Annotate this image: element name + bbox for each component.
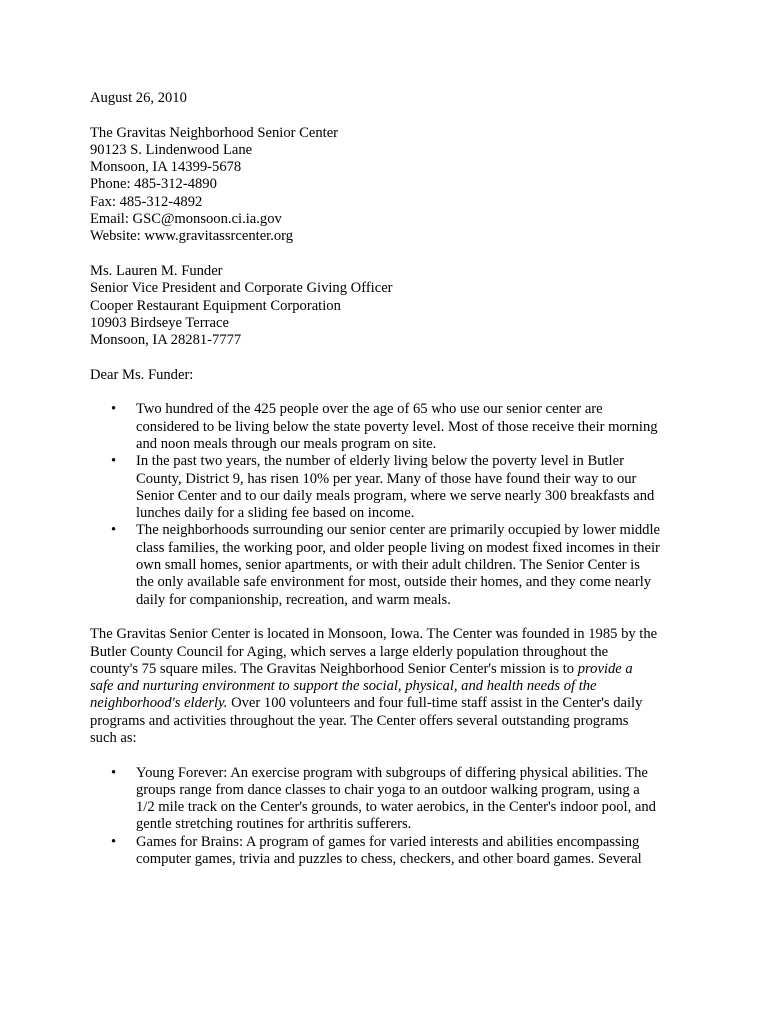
list-item-line: computer games, trivia and puzzles to chess, checkers, and other board games. Several: [136, 851, 642, 868]
letter-date: August 26, 2010: [90, 90, 187, 106]
paragraph-line: [90, 695, 690, 712]
list-item-line: County, District 9, has risen 10% per year. Many of those have found their way to our: [136, 470, 637, 487]
paragraph-line: [90, 678, 690, 695]
sender-website: Website: www.gravitassrcenter.org: [90, 228, 294, 245]
list-item-line: 1/2 mile track on the Center's grounds, to water aerobics, in the Center's indoor pool, and: [136, 799, 656, 816]
list-item: [90, 765, 690, 834]
recipient-block: [90, 263, 690, 349]
recipient-company: Cooper Restaurant Equipment Corporation: [90, 297, 341, 314]
sender-fax: Fax: 485-312-4892: [90, 193, 203, 210]
list-item-line: class families, the working poor, and older people living on modest fixed incomes in their: [136, 539, 660, 556]
list-item-line: Two hundred of the 425 people over the age of 65 who use our senior center are: [136, 401, 603, 418]
paragraph-line: The Gravitas Senior Center is located in Monsoon, Iowa. The Center was founded in 1985 by the: [90, 626, 658, 643]
list-item: [90, 834, 690, 869]
list-item: [90, 401, 690, 453]
paragraph-text: Over 100 volunteers and four full-time staff assist in the Center's daily: [227, 695, 643, 712]
mission-text: provide a: [577, 660, 633, 677]
sender-city: Monsoon, IA 14399-5678: [90, 159, 242, 176]
list-item-line: The neighborhoods surrounding our senior center are primarily occupied by lower middle: [136, 522, 661, 539]
paragraph-text: county's 75 square miles. The Gravitas Neighborhood Senior Center's mission is to: [90, 660, 578, 677]
paragraph-line: [90, 661, 690, 678]
paragraph-line: Butler County Council for Aging, which serves a large elderly population throughout the: [90, 643, 609, 660]
list-item-line: daily for companionship, recreation, and warm meals.: [136, 591, 451, 608]
needs-bullet-list: [90, 401, 690, 609]
list-item-line: the only available safe environment for most, outside their homes, and they come nearly: [136, 574, 652, 591]
recipient-city: Monsoon, IA 28281-7777: [90, 332, 242, 349]
recipient-title: Senior Vice President and Corporate Giving Officer: [90, 280, 393, 297]
sender-email: Email: GSC@monsoon.ci.ia.gov: [90, 211, 282, 228]
sender-street: 90123 S. Lindenwood Lane: [90, 141, 253, 158]
list-item-line: Senior Center and to our daily meals program, where we serve nearly 300 breakfasts and: [136, 487, 655, 504]
list-item-line: groups range from dance classes to chair yoga to an outdoor walking program, using a: [136, 781, 640, 798]
bullet-icon: •: [111, 764, 117, 781]
recipient-street: 10903 Birdseye Terrace: [90, 314, 229, 331]
mission-text: safe and nurturing environment to support the social, physical, and health needs of the: [90, 678, 597, 695]
recipient-name: Ms. Lauren M. Funder: [90, 262, 223, 279]
list-item: [90, 453, 690, 522]
center-description-paragraph: [90, 626, 690, 747]
bullet-icon: •: [111, 833, 117, 850]
sender-block: [90, 125, 690, 246]
paragraph-line: such as:: [90, 729, 137, 746]
list-item-line: considered to be living below the state poverty level. Most of those receive their morning: [136, 418, 658, 435]
list-item: [90, 522, 690, 608]
bullet-icon: •: [111, 453, 117, 470]
letter-body: [90, 90, 690, 868]
list-item-line: In the past two years, the number of elderly living below the poverty level in Butler: [136, 453, 624, 470]
list-item-line: and noon meals through our meals program on site.: [136, 435, 437, 452]
bullet-icon: •: [111, 401, 117, 418]
list-item-line: Young Forever: An exercise program with subgroups of differing physical abilities. The: [136, 764, 648, 781]
paragraph-line: programs and activities throughout the year. The Center offers several outstanding programs: [90, 712, 629, 729]
list-item-line: Games for Brains: A program of games for varied interests and abilities encompassing: [136, 833, 640, 850]
salutation: Dear Ms. Funder:: [90, 366, 194, 383]
list-item-line: lunches daily for a sliding fee based on income.: [136, 505, 415, 522]
list-item-line: gentle stretching routines for arthritis sufferers.: [136, 816, 412, 833]
list-item-line: own small homes, senior apartments, or with their adult children. The Senior Center is: [136, 557, 640, 574]
bullet-icon: •: [111, 522, 117, 539]
mission-text: neighborhood's elderly.: [90, 695, 228, 712]
sender-phone: Phone: 485-312-4890: [90, 176, 217, 193]
sender-name: The Gravitas Neighborhood Senior Center: [90, 124, 339, 141]
programs-bullet-list: [90, 765, 690, 869]
